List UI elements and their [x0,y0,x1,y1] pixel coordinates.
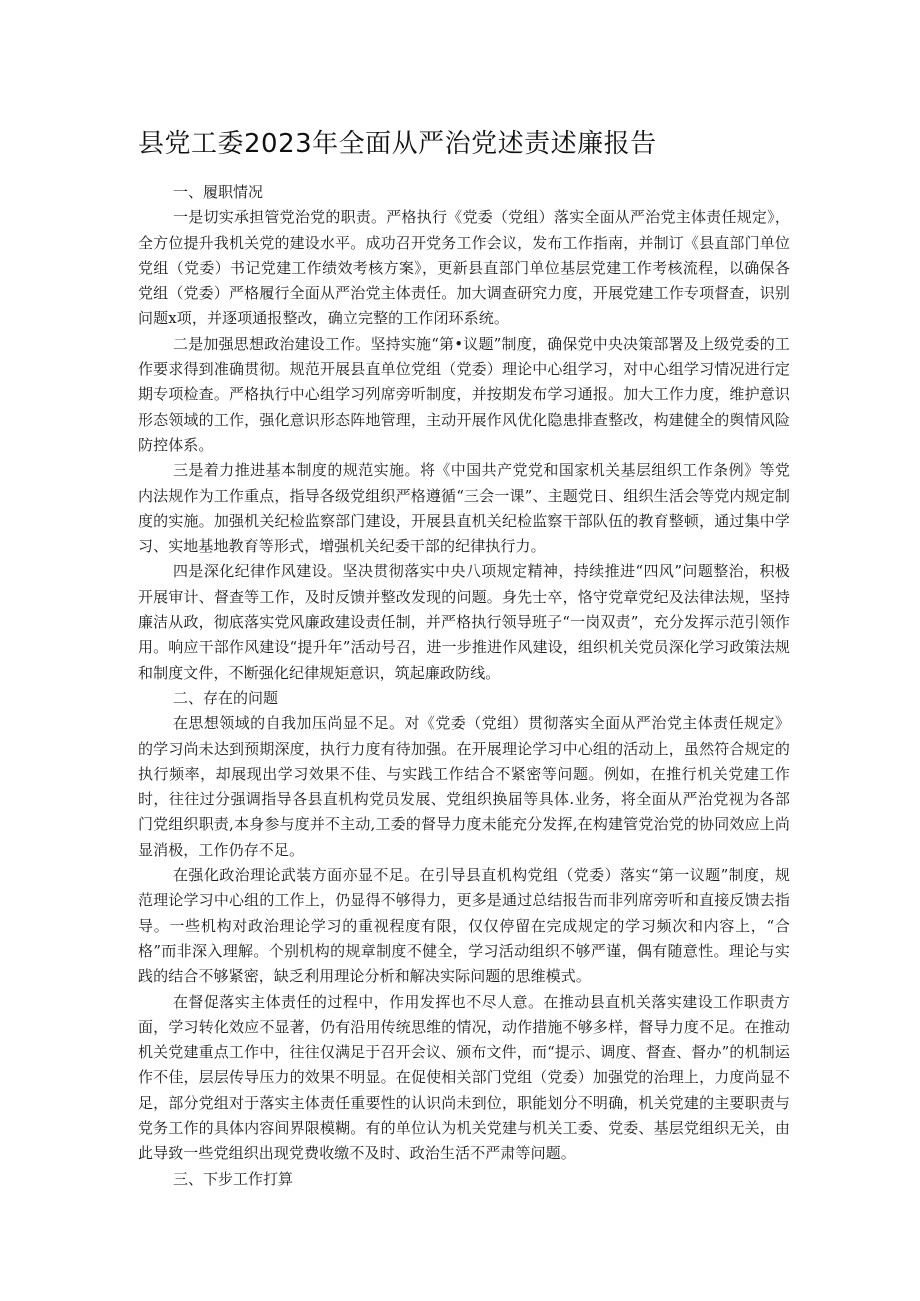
document-title: 县党工委2023年全面从严治党述责述廉报告 [138,129,657,159]
document-body [138,180,790,1192]
paragraph-duty-2: 二是加强思想政治建设工作。坚持实施“第•议题”制度，确保党中央决策部署及上级党委的工作要求得到准确贯彻。规范开展县直单位党组（党委）理论中心组学习，对中心组学习情况进行定期专项检查。严格执行中心组学习列席旁听制度，并按期发布学习通报。加大工作力度，维护意识形态领域的工作，强化意识形态阵地管理，主动开展作风优化隐患排查整改，构建健全的舆情风险防控体系。 [138,334,790,454]
paragraph-problem-1: 在思想领域的自我加压尚显不足。对《党委（党组）贯彻落实全面从严治党主体责任规定》的学习尚未达到预期深度，执行力度有待加强。在开展理论学习中心组的活动上，虽然符合规定的执行频率，却展现出学习效果不佳、与实践工作结合不紧密等问题。例如，在推行机关党建工作时，往往过分强调指导各县直机构党员发展、党组织换届等具体.业务，将全面从严治党视为各部门党组织职责,本身参与度并不主动,工委的督导力度未能充分发挥,在构建管党治党的协同效应上尚显消极，工作仍存不足。 [138,714,790,859]
section-heading-problems: 二、存在的问题 [173,688,279,707]
paragraph-duty-3: 三是着力推进基本制度的规范实施。将《中国共产党党和国家机关基层组织工作条例》等党内法规作为工作重点，指导各级党组织严格遵循“三会一课”、主题党日、组织生活会等党内规定制度的实施。加强机关纪检监察部门建设，开展县直机关纪检监察干部队伍的教育整顿，通过集中学习、实地基地教育等形式，增强机关纪委干部的纪律执行力。 [138,461,790,556]
section-heading-next-steps: 三、下步工作打算 [173,1169,294,1188]
paragraph-duty-1: 一是切实承担管党治党的职责。严格执行《党委（党组）落实全面从严治党主体责任规定》，全方位提升我机关党的建设水平。成功召开党务工作会议，发布工作指南，并制订《县直部门单位党组（党委）书记党建工作绩效考核方案》，更新县直部门单位基层党建工作考核流程，以确保各党组（党委）严格履行全面从严治党主体责任。加大调查研究力度，开展党建工作专项督查，识别问题x项，并逐项通报整改，确立完整的工作闭环系统。 [138,208,790,328]
section-heading-duties: 一、履职情况 [173,183,264,201]
paragraph-problem-2: 在强化政治理论武装方面亦显不足。在引导县直机构党组（党委）落实“第一议题”制度，规范理论学习中心组的工作上，仍显得不够得力，更多是通过总结报告而非列席旁听和直接反馈去指导。一些机构对政治理论学习的重视程度有限，仅仅停留在完成规定的学习频次和内容上，“合格”而非深入理解。个别机构的规章制度不健全，学习活动组织不够严谨，偶有随意性。理论与实践的结合不够紧密，缺乏利用理论分析和解决实际问题的思维模式。 [138,866,790,986]
paragraph-problem-3: 在督促落实主体责任的过程中，作用发挥也不尽人意。在推动县直机关落实建设工作职责方面，学习转化效应不显著，仍有沿用传统思维的情况，动作措施不够多样，督导力度不足。在推动机关党建重点工作中，往往仅满足于召开会议、颁布文件，而“提示、调度、督查、督办”的机制运作不佳，层层传导压力的效果不明显。在促使相关部门党组（党委）加强党的治理上，力度尚显不足，部分党组对于落实主体责任重要性的认识尚未到位，职能划分不明确，机关党建的主要职责与党务工作的具体内容间界限模糊。有的单位认为机关党建与机关工委、党委、基层党组织无关，由此导致一些党组织出现党费收缴不及时、政治生活不严肃等问题。 [138,992,790,1163]
paragraph-duty-4: 四是深化纪律作风建设。坚决贯彻落实中央八项规定精神，持续推进“四风”问题整治，积极开展审计、督查等工作，及时反馈并整改发现的问题。身先士卒，恪守党章党纪及法律法规，坚持廉洁从政，彻底落实党风廉政建设责任制，并严格执行领导班子“一岗双责”，充分发挥示范引领作用。响应干部作风建设“提升年”活动号召，进一步推进作风建设，组织机关党员深化学习政策法规和制度文件，不断强化纪律规矩意识，筑起廉政防线。 [138,562,790,682]
